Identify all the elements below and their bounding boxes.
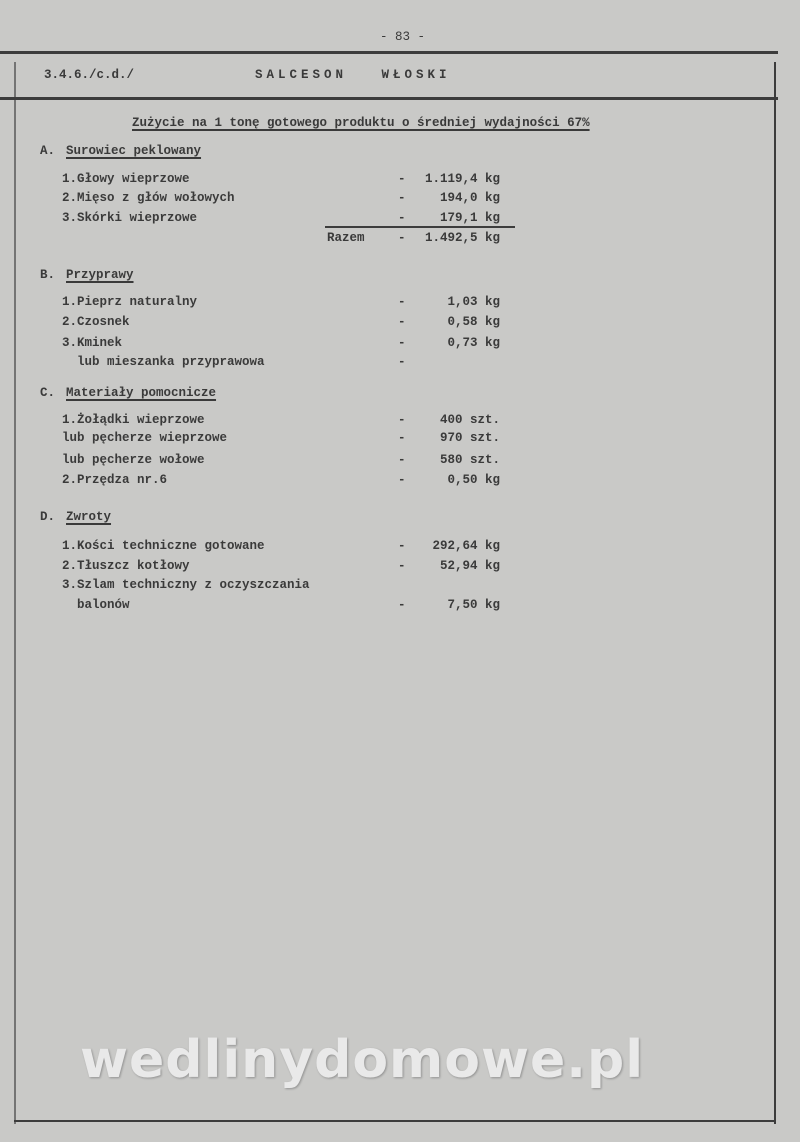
total-dash: - <box>398 231 406 245</box>
section-letter: D. <box>40 510 56 524</box>
item-label: 2.Tłuszcz kotłowy <box>62 559 190 573</box>
sum-rule <box>325 226 515 228</box>
subtitle: Zużycie na 1 tonę gotowego produktu o średniej wydajności 67% <box>132 116 590 130</box>
item-label: 2.Mięso z głów wołowych <box>62 191 235 205</box>
item-dash: - <box>398 191 406 205</box>
item-dash: - <box>398 413 406 427</box>
item-value: 292,64 kg <box>432 539 500 553</box>
section-title: Materiały pomocnicze <box>66 386 217 400</box>
item-dash: - <box>398 453 406 467</box>
item-label: lub pęcherze wołowe <box>62 453 205 467</box>
document-title: SALCESON WŁOSKI <box>255 68 451 82</box>
item-label: 1.Kości techniczne gotowane <box>62 539 265 553</box>
section-letter: A. <box>40 144 56 158</box>
item-label: 3.Szlam techniczny z oczyszczania <box>62 578 310 592</box>
item-label: 3.Kminek <box>62 336 123 350</box>
item-label: 2.Przędza nr.6 <box>62 473 168 487</box>
section-letter: B. <box>40 268 56 282</box>
bottom-rule <box>14 1120 776 1122</box>
section-title: Surowiec peklowany <box>66 144 202 158</box>
item-label: balonów <box>62 598 130 612</box>
item-label: 3.Skórki wieprzowe <box>62 211 198 225</box>
item-value: 970 szt. <box>439 431 500 445</box>
item-dash: - <box>398 473 406 487</box>
item-value: 194,0 kg <box>439 191 500 205</box>
total-value: 1.492,5 kg <box>424 231 500 245</box>
item-value: 52,94 kg <box>439 559 500 573</box>
item-value: 1,03 kg <box>447 295 500 309</box>
item-value: 1.119,4 kg <box>424 172 500 186</box>
item-dash: - <box>398 211 406 225</box>
left-border <box>14 62 16 1124</box>
item-dash: - <box>398 355 406 369</box>
item-value: 7,50 kg <box>447 598 500 612</box>
total-label: Razem <box>327 231 365 245</box>
item-dash: - <box>398 315 406 329</box>
item-value: 179,1 kg <box>439 211 500 225</box>
item-dash: - <box>398 172 406 186</box>
item-value: 580 szt. <box>439 453 500 467</box>
watermark: wedlinydomowe.pl <box>80 1030 645 1090</box>
item-value: 0,73 kg <box>447 336 500 350</box>
item-value: 400 szt. <box>439 413 500 427</box>
header-bottom-rule <box>0 97 778 100</box>
item-dash: - <box>398 431 406 445</box>
item-label: lub pęcherze wieprzowe <box>62 431 228 445</box>
section-title: Przyprawy <box>66 268 134 282</box>
item-dash: - <box>398 598 406 612</box>
header-top-rule <box>0 51 778 54</box>
item-label: lub mieszanka przyprawowa <box>62 355 265 369</box>
item-dash: - <box>398 559 406 573</box>
item-value: 0,50 kg <box>447 473 500 487</box>
section-title: Zwroty <box>66 510 112 524</box>
item-dash: - <box>398 539 406 553</box>
item-label: 1.Głowy wieprzowe <box>62 172 190 186</box>
item-dash: - <box>398 295 406 309</box>
page-number: - 83 - <box>380 30 426 44</box>
section-code: 3.4.6./c.d./ <box>44 68 135 82</box>
item-label: 1.Żołądki wieprzowe <box>62 413 205 427</box>
item-dash: - <box>398 336 406 350</box>
section-letter: C. <box>40 386 56 400</box>
item-label: 1.Pieprz naturalny <box>62 295 198 309</box>
item-value: 0,58 kg <box>447 315 500 329</box>
right-border <box>774 62 776 1124</box>
item-label: 2.Czosnek <box>62 315 130 329</box>
